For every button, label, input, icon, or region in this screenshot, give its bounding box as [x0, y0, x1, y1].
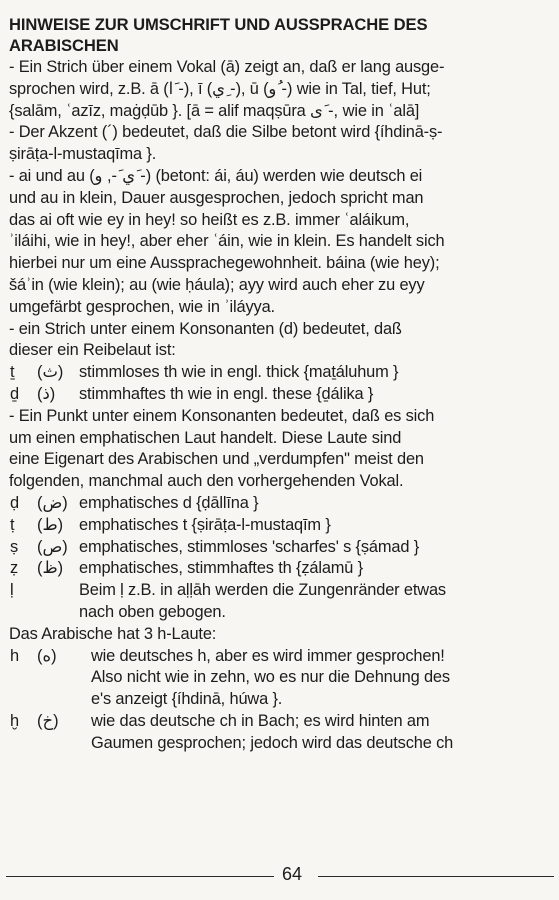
heading-line-2: ARABISCHEN — [9, 36, 119, 55]
text-line: ʾiláihi, wie in hey!, aber eher ʿáin, wie in klein. Es handelt sich — [9, 232, 445, 251]
text-line: - ein Strich unter einem Konsonanten (d) bedeutet, daß — [9, 319, 402, 338]
text-line: - Ein Strich über einem Vokal (ā) zeigt an, daß er lang ausge- — [9, 58, 445, 76]
entry-description: emphatisches t {ṣirāṭa-l-mustaqīm } — [79, 515, 331, 534]
text-line: eine Eigenart des Arabischen und „verdumpfen" meist den — [9, 450, 424, 469]
footer-rule-right — [318, 876, 554, 877]
emphatic-list — [9, 493, 553, 580]
emphatic-entry — [9, 537, 553, 559]
arabic-letter: (ظ) — [37, 559, 64, 578]
entry-description: emphatisches, stimmloses 'scharfes' s {ṣámad } — [79, 537, 420, 556]
text-line: sprochen wird, z.B. ā (ا َ-), ī (ي ِ-), ū (و ُ-) wie in Tal, tief, Hut; — [9, 79, 431, 98]
fricative-list — [9, 362, 553, 406]
transliteration-symbol: ṭ — [10, 515, 15, 534]
section-heading — [9, 14, 553, 56]
entry-description: stimmloses th wie in engl. thick {maṯáluhum } — [79, 363, 399, 382]
entry-description: emphatisches, stimmhaftes th {ẓálamū } — [79, 559, 364, 578]
emphatic-entry — [9, 515, 553, 537]
l-entry — [9, 580, 553, 624]
intro-paragraphs — [9, 57, 553, 362]
h-entry-2 — [9, 711, 553, 755]
entry-description: wie deutsches h, aber es wird immer gesprochen! — [91, 646, 445, 665]
page-footer — [0, 864, 559, 888]
l-entry-line — [9, 580, 553, 602]
transliteration-symbol: ḷ — [10, 581, 14, 600]
h-entry-line — [9, 711, 553, 733]
page-number: 64 — [282, 864, 303, 884]
entry-description: emphatisches d {ḍāllīna } — [79, 493, 259, 512]
transliteration-symbol: ḍ — [10, 493, 19, 512]
emphatic-entry — [9, 558, 553, 580]
text-line: - Ein Punkt unter einem Konsonanten bedeutet, daß es sich — [9, 406, 435, 425]
heading-line-1: HINWEISE ZUR UMSCHRIFT UND AUSSPRACHE DES — [9, 15, 428, 34]
fricative-entry — [9, 362, 553, 384]
arabic-letter: (ه) — [37, 646, 57, 665]
emphatic-intro — [9, 406, 553, 493]
transliteration-symbol: ḏ — [10, 384, 19, 403]
h-entry-line — [9, 646, 553, 668]
arabic-letter: (ض) — [37, 493, 68, 512]
text-line: ṣirāṭa-l-mustaqīma }. — [9, 145, 157, 164]
text-line: umgefärbt gesprochen, wie in ʾiláyya. — [9, 297, 275, 316]
transliteration-symbol: ṯ — [10, 363, 15, 382]
text-line: um einen emphatischen Laut handelt. Diese Laute sind — [9, 428, 402, 447]
arabic-letter: (ص) — [37, 537, 68, 556]
entry-continuation: e's anzeigt {íhdinā, húwa }. — [91, 690, 283, 709]
text-line: šáʾin (wie klein); au (wie ḥáula); ayy wird auch eher zu eyy — [9, 275, 425, 294]
footer-rule-left — [6, 876, 274, 877]
h-sounds-intro: Das Arabische hat 3 h-Laute: — [9, 624, 217, 643]
text-line: - Der Akzent (´) bedeutet, daß die Silbe betont wird {íhdinā-ṣ- — [9, 123, 443, 142]
page-content — [9, 14, 553, 755]
emphatic-entry — [9, 493, 553, 515]
transliteration-symbol: ẓ — [10, 559, 19, 578]
entry-description: wie das deutsche ch in Bach; es wird hinten am — [91, 711, 430, 730]
text-line: - ai und au (ي َ-, و َ-) (betont: ái, áu) werden wie deutsch ei — [9, 166, 423, 185]
text-line: folgenden, manchmal auch den vorhergehenden Vokal. — [9, 472, 404, 491]
transliteration-symbol: ṣ — [10, 537, 19, 556]
fricative-entry — [9, 384, 553, 406]
text-line: hierbei nur um eine Aussprachegewohnheit. báina (wie hey); — [9, 254, 440, 273]
arabic-letter: (ط) — [37, 515, 64, 534]
entry-continuation: nach oben gebogen. — [79, 602, 226, 621]
entry-description: stimmhaftes th wie in engl. these {ḏálika } — [79, 384, 374, 403]
entry-continuation: Gaumen gesprochen; jedoch wird das deutsche ch — [91, 733, 454, 752]
text-line: dieser ein Reibelaut ist: — [9, 341, 176, 360]
h-entry-1 — [9, 646, 553, 711]
entry-description: Beim ḷ z.B. in aḷḷāh werden die Zungenränder etwas — [79, 581, 446, 600]
text-line: {salām, ʿazīz, maġḍūb }. [ā = alif maqṣūra ى َ-, wie in ʿalā] — [9, 101, 420, 120]
transliteration-symbol: ḫ — [10, 711, 19, 730]
text-line: das ai oft wie ey in hey! so heißt es z.B. immer ʿaláikum, — [9, 210, 410, 229]
arabic-letter: (خ) — [37, 711, 59, 730]
text-line: und au in klein, Dauer ausgesprochen, jedoch spricht man — [9, 188, 424, 207]
entry-continuation: Also nicht wie in zehn, wo es nur die Dehnung des — [91, 668, 450, 687]
transliteration-symbol: h — [10, 646, 19, 665]
arabic-letter: (ذ) — [37, 384, 56, 403]
arabic-letter: (ث) — [37, 363, 64, 382]
